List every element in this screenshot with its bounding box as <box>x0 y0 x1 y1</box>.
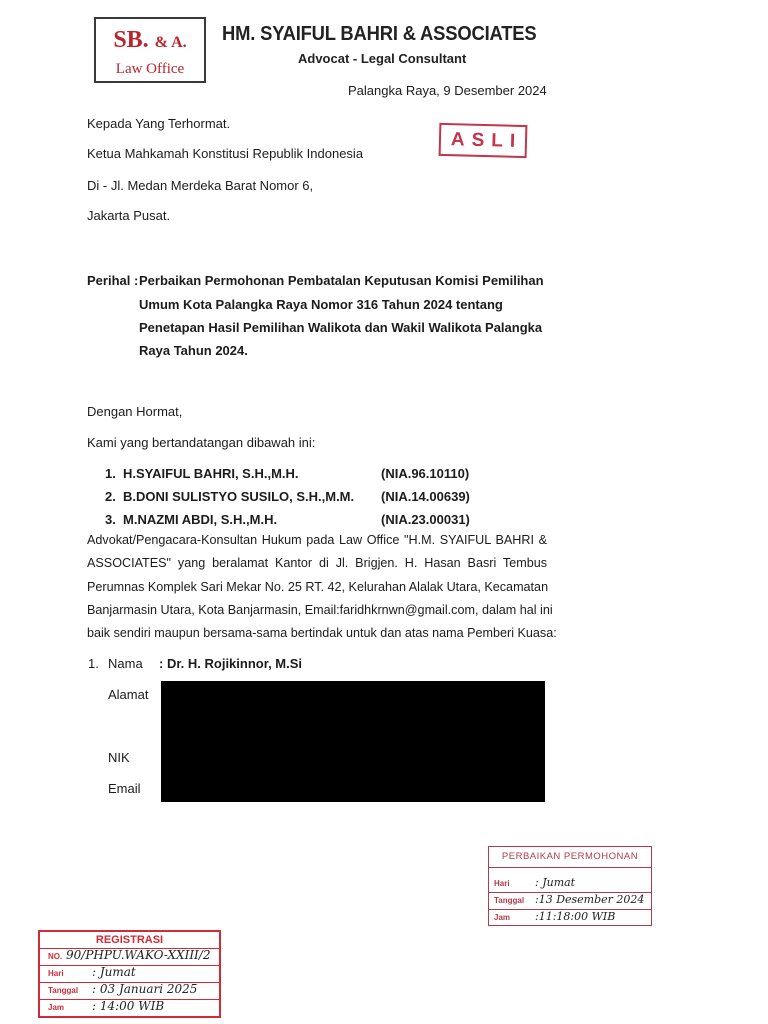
registration-stamp-label: Hari <box>48 969 64 978</box>
registration-stamp-label: NO. <box>48 952 63 961</box>
body-line: baik sendiri maupun bersama-sama bertindak untuk dan atas nama Pemberi Kuasa: <box>87 626 557 640</box>
logo-subtitle: Law Office <box>115 61 185 77</box>
logo-initials: SB. <box>113 27 149 53</box>
recipient-line: Jakarta Pusat. <box>87 208 171 223</box>
revision-stamp-value: :13 Desember 2024 <box>535 893 645 906</box>
revision-stamp-label: Tanggal <box>494 896 525 905</box>
principal-email-label: Email <box>108 781 141 796</box>
revision-stamp-title: PERBAIKAN PERMOHONAN <box>489 847 651 868</box>
revision-stamp-row <box>489 892 651 910</box>
advocate-number: 3. <box>105 512 116 527</box>
registration-stamp-value: : 14:00 WIB <box>92 999 165 1013</box>
registration-stamp-value: : 03 Januari 2025 <box>92 982 198 996</box>
revision-stamp-value: :11:18:00 WIB <box>535 910 616 923</box>
recipient-line: Ketua Mahkamah Konstitusi Republik Indonesia <box>87 146 364 161</box>
registration-stamp-title: REGISTRASI <box>40 932 219 949</box>
advocate-number: 1. <box>105 466 116 481</box>
revision-stamp-row <box>489 909 651 926</box>
registration-stamp <box>38 930 221 1018</box>
registration-stamp-row <box>40 948 219 966</box>
redaction-block <box>161 681 545 802</box>
logo-amp: & A. <box>154 34 187 51</box>
subject-line: Umum Kota Palangka Raya Nomor 316 Tahun 2024 tentang <box>139 297 503 312</box>
revision-stamp <box>488 846 652 926</box>
intro-text: Kami yang bertandatangan dibawah ini: <box>87 435 316 450</box>
principal-name-label: Nama <box>108 656 143 671</box>
recipient-line: Kepada Yang Terhormat. <box>87 116 231 131</box>
registration-stamp-row <box>40 982 219 1000</box>
advocate-nia: (NIA.14.00639) <box>381 489 470 504</box>
principal-name-value: : Dr. H. Rojikinnor, M.Si <box>159 656 303 671</box>
subject-line: Perbaikan Permohonan Pembatalan Keputusan Komisi Pemilihan <box>139 273 544 288</box>
subject-line: Penetapan Hasil Pemilihan Walikota dan Wakil Walikota Palangka <box>139 320 543 335</box>
advocate-number: 2. <box>105 489 116 504</box>
registration-stamp-value: : Jumat <box>92 965 136 979</box>
advocate-name: M.NAZMI ABDI, S.H.,M.H. <box>123 512 278 527</box>
advocate-name: H.SYAIFUL BAHRI, S.H.,M.H. <box>123 466 299 481</box>
principal-address-label: Alamat <box>108 687 149 702</box>
subject-label: Perihal : <box>87 273 139 288</box>
place-date: Palangka Raya, 9 Desember 2024 <box>348 83 547 98</box>
advocate-name: B.DONI SULISTYO SUSILO, S.H.,M.M. <box>123 489 355 504</box>
firm-subtitle: Advocat - Legal Consultant <box>298 51 467 66</box>
firm-name: HM. SYAIFUL BAHRI & ASSOCIATES <box>222 23 537 45</box>
body-line: Perumnas Komplek Sari Mekar No. 25 RT. 42, Kelurahan Alalak Utara, Kecamatan <box>87 580 549 594</box>
revision-stamp-label: Jam <box>494 913 511 922</box>
revision-stamp-row <box>489 875 651 893</box>
law-office-logo <box>94 17 206 83</box>
registration-stamp-row <box>40 965 219 983</box>
principal-nik-label: NIK <box>108 750 130 765</box>
body-line: Banjarmasin Utara, Kota Banjarmasin, Email:faridhkrnwn@gmail.com, dalam hal ini <box>87 603 553 617</box>
recipient-line: Di - Jl. Medan Merdeka Barat Nomor 6, <box>87 178 314 193</box>
registration-stamp-label: Tanggal <box>48 986 79 995</box>
registration-stamp-value: 90/PHPU.WAKO-XXIII/2 <box>66 948 211 962</box>
original-stamp: ASLI <box>439 123 528 158</box>
advocate-nia: (NIA.23.00031) <box>381 512 470 527</box>
advocate-nia: (NIA.96.10110) <box>381 466 470 481</box>
registration-stamp-label: Jam <box>48 1003 65 1012</box>
revision-stamp-value: : Jumat <box>535 876 576 889</box>
body-line: Advokat/Pengacara-Konsultan Hukum pada Law Office "H.M. SYAIFUL BAHRI & <box>87 533 547 547</box>
salutation: Dengan Hormat, <box>87 404 183 419</box>
revision-stamp-label: Hari <box>494 879 510 888</box>
registration-stamp-row <box>40 999 219 1016</box>
body-line: ASSOCIATES" yang beralamat Kantor di Jl. Brigjen. H. Hasan Basri Tembus <box>87 556 547 570</box>
subject-line: Raya Tahun 2024. <box>139 343 248 358</box>
principal-number: 1. <box>88 656 99 671</box>
